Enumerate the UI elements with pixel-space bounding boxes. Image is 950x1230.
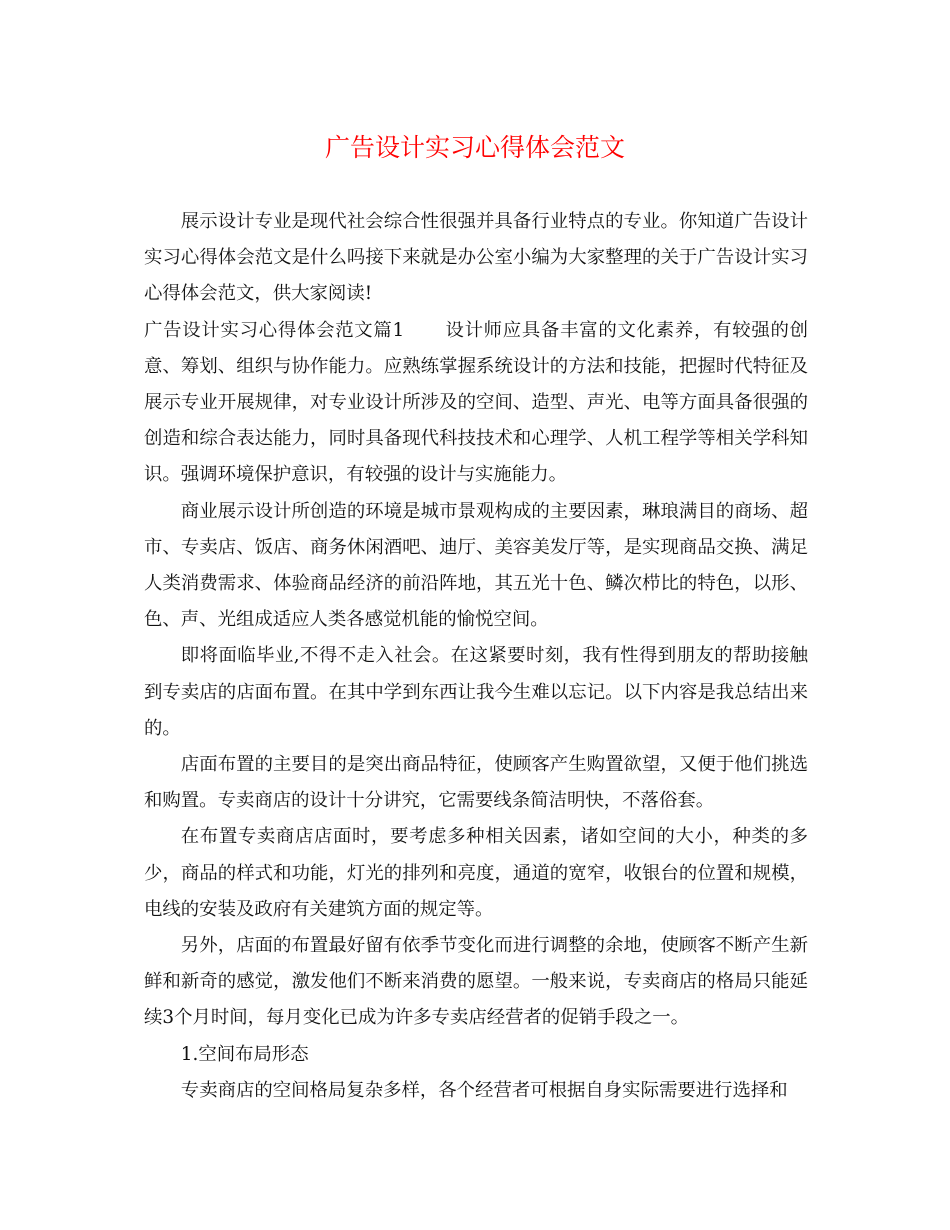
page-title: 广告设计实习心得体会范文 bbox=[324, 133, 625, 162]
section1-heading: 广告设计实习心得体会范文篇1 bbox=[144, 319, 405, 341]
intro-paragraph: 展示设计专业是现代社会综合性很强并具备行业特点的专业。你知道广告设计实习心得体会范文是什么吗接下来就是办公室小编为大家整理的关于广告设计实习心得体会范文，供大家阅读! bbox=[144, 211, 808, 305]
section1-text: 设计师应具备丰富的文化素养，有较强的创意、筹划、组织与协作能力。应熟练掌握系统设计的方法和技能，把握时代特征及展示专业开展规律，对专业设计所涉及的空间、造型、声光、电等方面具备很强的创造和综合表达能力，同时具备现代科技技术和心理学、人机工程学等相关学科知识。强调环境保护意识，有较强的设计与实施能力。 bbox=[144, 319, 808, 486]
document-body bbox=[144, 204, 808, 1109]
body-paragraph-seasonal-adjustment: 另外，店面的布置最好留有依季节变化而进行调整的余地，使顾客不断产生新鲜和新奇的感觉，激发他们不断来消费的愿望。一般来说，专卖商店的格局只能延续3个月时间，每月变化已成为许多专卖店经营者的促销手段之一。 bbox=[144, 935, 808, 1029]
subheading-space-layout: 1.空间布局形态 bbox=[180, 1043, 309, 1065]
body-paragraph-layout-factors: 在布置专卖商店店面时，要考虑多种相关因素，诸如空间的大小，种类的多少，商品的样式和功能，灯光的排列和亮度，通道的宽窄，收银台的位置和规模，电线的安装及政府有关建筑方面的规定等。 bbox=[144, 826, 808, 920]
body-paragraph-space-layout: 专卖商店的空间格局复杂多样，各个经营者可根据自身实际需要进行选择和 bbox=[180, 1079, 788, 1101]
body-paragraph-store-layout-purpose: 店面布置的主要目的是突出商品特征，使顾客产生购置欲望，又便于他们挑选和购置。专卖商店的设计十分讲究，它需要线条简洁明快，不落俗套。 bbox=[144, 754, 808, 812]
body-paragraph-commercial-display: 商业展示设计所创造的环境是城市景观构成的主要因素，琳琅满目的商场、超市、专卖店、饭店、商务休闲酒吧、迪厅、美容美发厅等，是实现商品交换、满足人类消费需求、体验商品经济的前沿阵地，其五光十色、鳞次栉比的特色，以形、色、声、光组成适应人类各感觉机能的愉悦空间。 bbox=[144, 500, 808, 631]
body-paragraph-graduation: 即将面临毕业,不得不走入社会。在这紧要时刻，我有性得到朋友的帮助接触到专卖店的店面布置。在其中学到东西让我今生难以忘记。以下内容是我总结出来的。 bbox=[144, 645, 808, 739]
section1-paragraph bbox=[144, 313, 808, 494]
